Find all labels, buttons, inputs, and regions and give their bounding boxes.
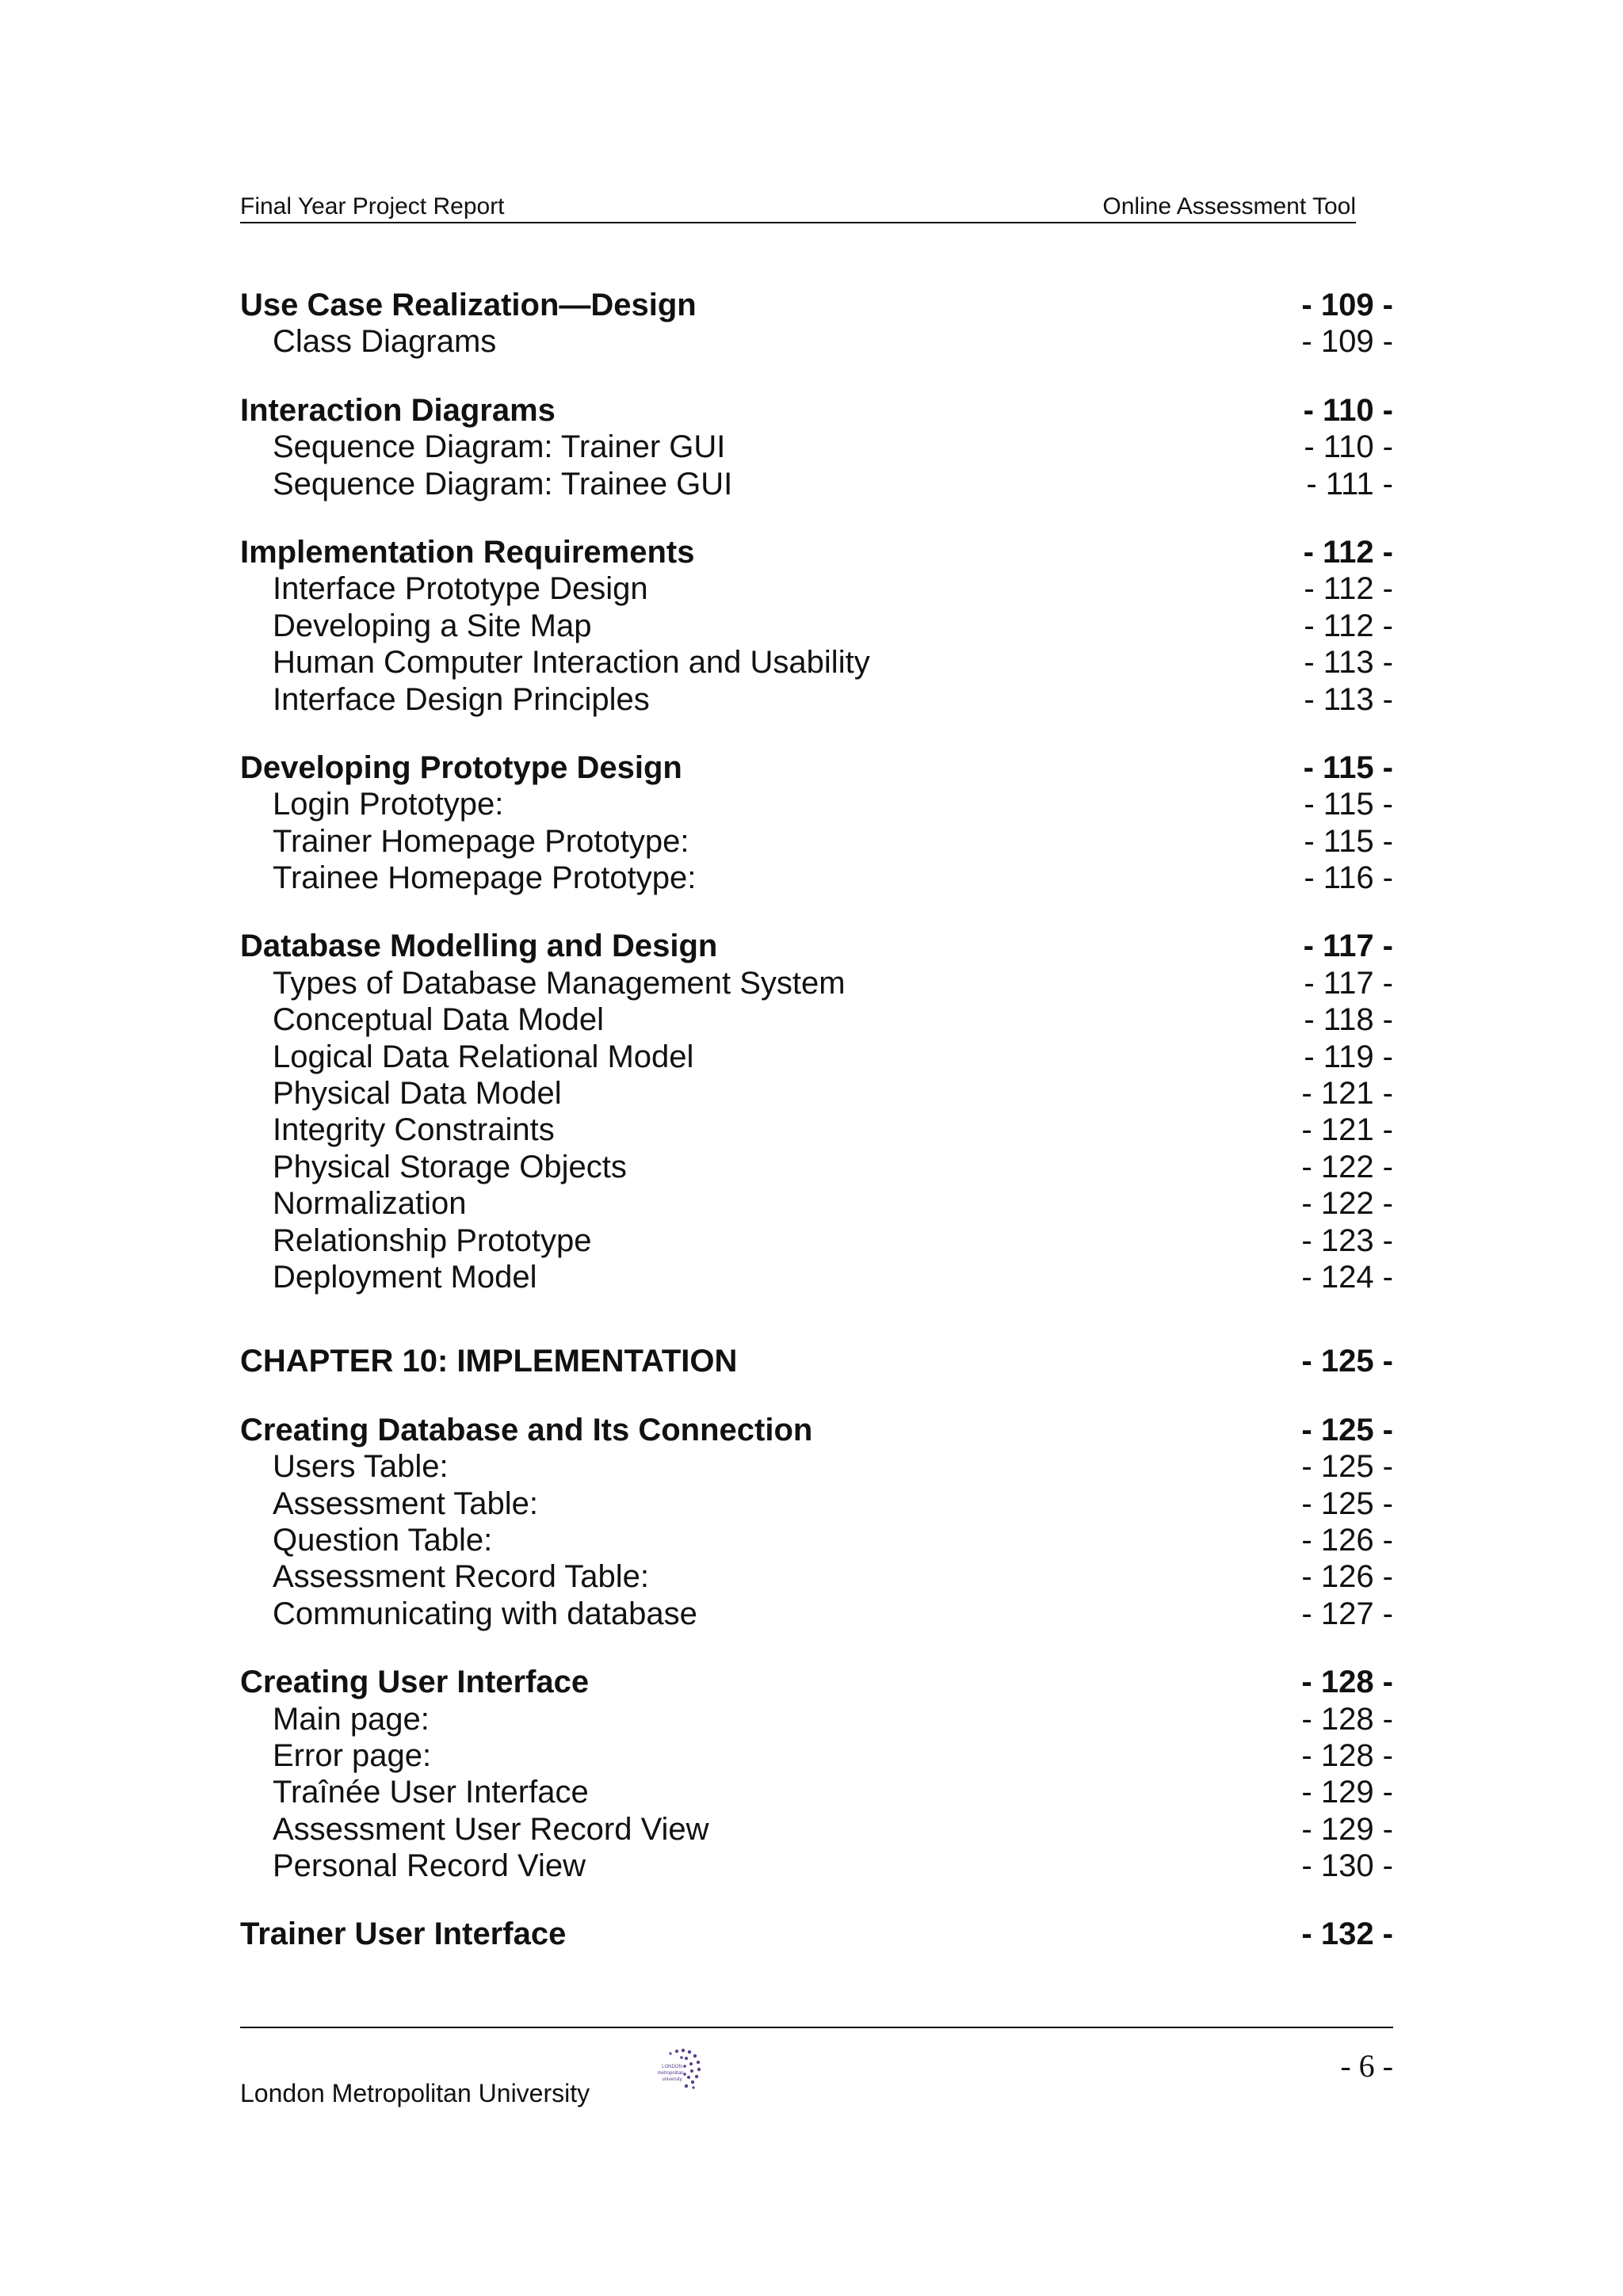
toc-entry-title: Error page: xyxy=(273,1737,432,1773)
toc-section xyxy=(240,534,1393,718)
toc-entry-page: - 126 - xyxy=(1301,1522,1393,1558)
toc-entry-title: Assessment User Record View xyxy=(273,1811,709,1847)
toc-heading-page: - 115 - xyxy=(1303,749,1393,785)
toc-heading-row[interactable] xyxy=(240,928,1393,964)
toc-entry-page: - 116 - xyxy=(1304,860,1393,896)
toc-entry-page: - 109 - xyxy=(1301,324,1393,360)
toc-entry-row[interactable] xyxy=(240,1522,1393,1558)
header-project-title: Online Assessment Tool xyxy=(1102,193,1356,219)
toc-entry-row[interactable] xyxy=(240,1039,1393,1075)
toc-entry-title: Conceptual Data Model xyxy=(273,1002,605,1038)
toc-entry-row[interactable] xyxy=(240,1811,1393,1848)
toc-entry-page: - 122 - xyxy=(1301,1186,1393,1222)
toc-entry-page: - 111 - xyxy=(1306,466,1393,502)
toc-entry-row[interactable] xyxy=(240,1737,1393,1774)
toc-entry-page: - 118 - xyxy=(1304,1002,1393,1038)
university-logo-icon xyxy=(626,2044,701,2095)
toc-heading-title: CHAPTER 10: IMPLEMENTATION xyxy=(240,1344,738,1379)
footer-institution: London Metropolitan University xyxy=(240,2079,590,2107)
toc-heading-row[interactable] xyxy=(240,1916,1393,1952)
toc-entry-page: - 124 - xyxy=(1301,1259,1393,1295)
toc-heading-row[interactable] xyxy=(240,534,1393,570)
toc-heading-row[interactable] xyxy=(240,1412,1393,1448)
toc-heading-page: - 132 - xyxy=(1301,1917,1393,1952)
toc-entry-page: - 129 - xyxy=(1301,1775,1393,1810)
toc-entry-title: Login Prototype: xyxy=(273,787,504,822)
toc-entry-row[interactable] xyxy=(240,1222,1393,1259)
toc-section xyxy=(240,392,1393,502)
logo-text-university: university xyxy=(662,2077,682,2082)
toc-entry-title: Logical Data Relational Model xyxy=(273,1039,694,1074)
toc-entry-row[interactable] xyxy=(240,1701,1393,1737)
toc-heading-title: Database Modelling and Design xyxy=(240,929,718,964)
toc-entry-row[interactable] xyxy=(240,1486,1393,1522)
toc-entry-page: - 129 - xyxy=(1301,1811,1393,1847)
toc-heading-page: - 128 - xyxy=(1301,1665,1393,1700)
toc-entry-row[interactable] xyxy=(240,1149,1393,1185)
toc-entry-row[interactable] xyxy=(240,1596,1393,1632)
toc-entry-row[interactable] xyxy=(240,965,1393,1001)
toc-entry-row[interactable] xyxy=(240,466,1393,502)
footer-divider xyxy=(240,2027,1393,2028)
toc-section xyxy=(240,1664,1393,1884)
toc-entry-row[interactable] xyxy=(240,823,1393,860)
toc-entry-title: Sequence Diagram: Trainer GUI xyxy=(273,429,726,465)
toc-entry-page: - 128 - xyxy=(1301,1737,1393,1773)
toc-entry-title: Communicating with database xyxy=(273,1596,697,1631)
toc-heading-page: - 117 - xyxy=(1303,929,1393,964)
toc-entry-page: - 125 - xyxy=(1301,1449,1393,1485)
toc-heading-title: Use Case Realization—Design xyxy=(240,288,697,322)
toc-entry-page: - 113 - xyxy=(1304,681,1393,717)
toc-chapter xyxy=(240,1343,1393,1379)
toc-heading-row[interactable] xyxy=(240,1664,1393,1700)
toc-heading-row[interactable] xyxy=(240,1343,1393,1379)
toc-heading-title: Developing Prototype Design xyxy=(240,749,682,785)
page-number: - 6 - xyxy=(1340,2048,1393,2084)
toc-entry-title: Users Table: xyxy=(273,1449,449,1485)
toc-entry-title: Human Computer Interaction and Usability xyxy=(273,645,870,681)
toc-entry-title: Traînée User Interface xyxy=(273,1775,589,1810)
toc-entry-title: Types of Database Management System xyxy=(273,965,846,1001)
toc-entry-page: - 119 - xyxy=(1304,1039,1393,1074)
toc-entry-row[interactable] xyxy=(240,570,1393,607)
toc-heading-row[interactable] xyxy=(240,749,1393,786)
toc-section xyxy=(240,1412,1393,1632)
toc-entry-title: Main page: xyxy=(273,1701,430,1737)
toc-heading-row[interactable] xyxy=(240,287,1393,323)
page-header xyxy=(240,193,1356,223)
toc-entry-page: - 115 - xyxy=(1304,787,1393,822)
toc-entry-row[interactable] xyxy=(240,1448,1393,1485)
toc-entry-title: Interface Prototype Design xyxy=(273,571,648,607)
toc-entry-row[interactable] xyxy=(240,1558,1393,1595)
toc-heading-page: - 110 - xyxy=(1303,392,1393,428)
toc-entry-page: - 113 - xyxy=(1304,645,1393,681)
toc-entry-row[interactable] xyxy=(240,1185,1393,1222)
toc-entry-row[interactable] xyxy=(240,1848,1393,1884)
toc-entry-page: - 112 - xyxy=(1304,571,1393,607)
toc-entry-title: Physical Data Model xyxy=(273,1076,562,1112)
toc-entry-title: Assessment Table: xyxy=(273,1486,538,1521)
toc-entry-row[interactable] xyxy=(240,323,1393,360)
toc-entry-row[interactable] xyxy=(240,1075,1393,1112)
toc-heading-row[interactable] xyxy=(240,392,1393,429)
logo-text-metropolitan: metropolitan xyxy=(657,2071,684,2076)
toc-section xyxy=(240,749,1393,897)
toc-heading-title: Interaction Diagrams xyxy=(240,392,556,428)
toc-entry-title: Trainer Homepage Prototype: xyxy=(273,823,689,859)
toc-entry-row[interactable] xyxy=(240,608,1393,644)
toc-section xyxy=(240,287,1393,360)
toc-entry-title: Interface Design Principles xyxy=(273,681,650,717)
toc-entry-page: - 130 - xyxy=(1301,1848,1393,1884)
toc-heading-title: Creating User Interface xyxy=(240,1665,590,1700)
toc-heading-page: - 125 - xyxy=(1301,1344,1393,1379)
toc-section xyxy=(240,928,1393,1295)
toc-entry-row[interactable] xyxy=(240,1112,1393,1148)
toc-entry-title: Normalization xyxy=(273,1186,467,1222)
toc-entry-page: - 122 - xyxy=(1301,1149,1393,1184)
toc-heading-title: Implementation Requirements xyxy=(240,534,695,570)
toc-entry-page: - 128 - xyxy=(1301,1701,1393,1737)
toc-entry-page: - 126 - xyxy=(1301,1559,1393,1595)
toc-entry-row[interactable] xyxy=(240,429,1393,465)
toc-entry-page: - 121 - xyxy=(1301,1076,1393,1112)
toc-entry-row[interactable] xyxy=(240,860,1393,896)
toc-entry-page: - 123 - xyxy=(1301,1222,1393,1258)
toc-entry-title: Relationship Prototype xyxy=(273,1222,592,1258)
toc-entry-row[interactable] xyxy=(240,1774,1393,1810)
toc-entry-title: Class Diagrams xyxy=(273,324,497,360)
toc-entry-page: - 121 - xyxy=(1301,1112,1393,1148)
toc-entry-page: - 127 - xyxy=(1301,1596,1393,1631)
table-of-contents xyxy=(240,287,1393,1985)
toc-entry-page: - 115 - xyxy=(1304,823,1393,859)
toc-entry-page: - 112 - xyxy=(1304,608,1393,643)
toc-heading-page: - 109 - xyxy=(1301,288,1393,322)
toc-heading-title: Creating Database and Its Connection xyxy=(240,1412,813,1447)
toc-entry-title: Deployment Model xyxy=(273,1259,537,1295)
toc-section xyxy=(240,1916,1393,1952)
toc-entry-row[interactable] xyxy=(240,644,1393,681)
toc-entry-row[interactable] xyxy=(240,786,1393,822)
toc-heading-page: - 112 - xyxy=(1303,534,1393,570)
toc-entry-row[interactable] xyxy=(240,1259,1393,1295)
toc-entry-title: Assessment Record Table: xyxy=(273,1559,650,1595)
toc-entry-title: Developing a Site Map xyxy=(273,608,592,643)
toc-entry-row[interactable] xyxy=(240,681,1393,718)
toc-heading-page: - 125 - xyxy=(1301,1412,1393,1447)
toc-entry-title: Personal Record View xyxy=(273,1848,586,1884)
toc-entry-row[interactable] xyxy=(240,1001,1393,1038)
toc-heading-title: Trainer User Interface xyxy=(240,1917,567,1952)
toc-entry-title: Trainee Homepage Prototype: xyxy=(273,860,697,896)
toc-entry-title: Integrity Constraints xyxy=(273,1112,555,1148)
header-report-title: Final Year Project Report xyxy=(240,193,505,219)
toc-entry-title: Question Table: xyxy=(273,1522,493,1558)
toc-entry-title: Sequence Diagram: Trainee GUI xyxy=(273,466,733,502)
logo-text-london: LONDON xyxy=(662,2065,682,2069)
toc-entry-page: - 117 - xyxy=(1304,965,1393,1001)
toc-entry-page: - 125 - xyxy=(1301,1486,1393,1521)
toc-entry-page: - 110 - xyxy=(1304,429,1393,465)
toc-entry-title: Physical Storage Objects xyxy=(273,1149,627,1184)
